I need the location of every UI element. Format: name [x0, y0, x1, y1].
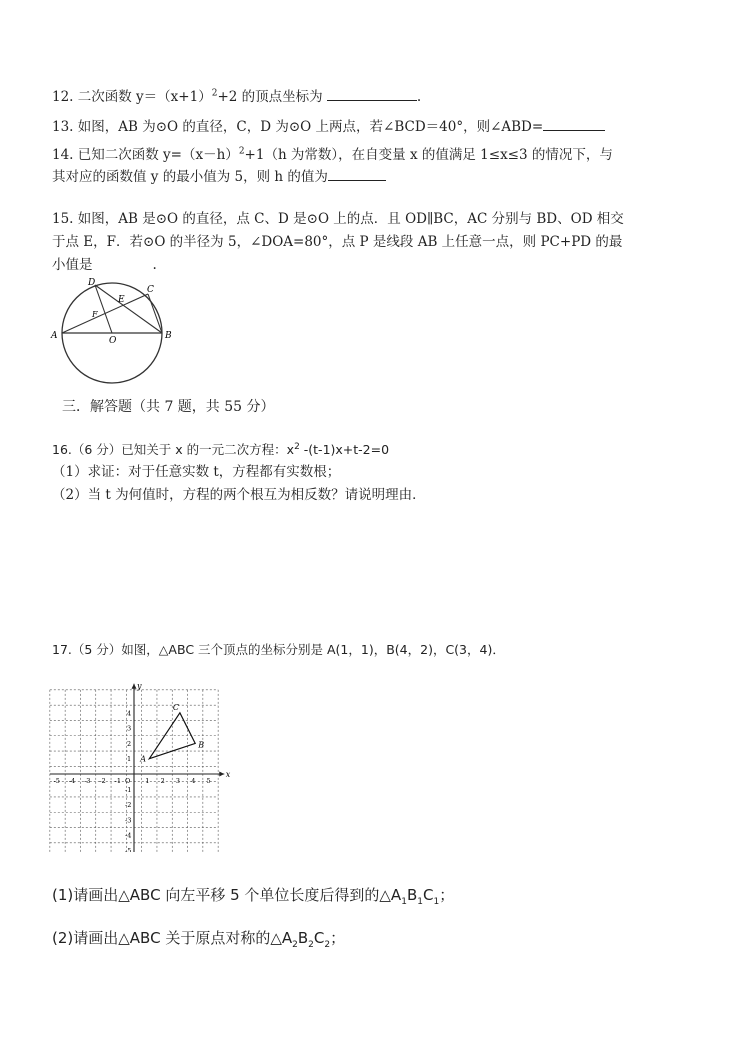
q17-part-2-end: ； [330, 929, 346, 947]
axes [50, 682, 231, 852]
answer-blank[interactable] [328, 168, 386, 181]
q15-text-3: 小值是 [52, 257, 93, 273]
x-tick-label: -2 [99, 777, 106, 785]
x-axis-arrow [219, 772, 224, 777]
question-17-part-2 [52, 929, 346, 950]
y-tick-label: -2 [125, 801, 132, 810]
label-d: D [88, 278, 96, 288]
vertex-label-c: C [172, 702, 180, 712]
section-3-heading [62, 398, 275, 416]
y-tick-label: 1 [127, 755, 132, 764]
sub-a2: 2 [292, 940, 298, 950]
q15-text-1: 15. 如图，AB 是⊙O 的直径，点 C、D 是⊙O 上的点．且 OD∥BC，AC 分别与 BD、OD 相交 [52, 211, 624, 227]
label-e: E [118, 295, 125, 305]
coordinate-grid [48, 680, 234, 852]
y-tick-label: 4 [127, 709, 132, 718]
question-16-part-2 [52, 486, 426, 504]
q15-end: . [152, 257, 157, 273]
q13-text: 13. 如图，AB 为⊙O 的直径，C，D 为⊙O 上两点，若∠BCD＝40°，则∠ABD= [52, 119, 544, 135]
section-3-title: 三．解答题（共 7 题，共 55 分） [62, 399, 275, 415]
y-tick-label: -5 [125, 847, 132, 852]
q14-text: 14. 已知二次函数 y=（x－h） [52, 147, 239, 163]
q12-text: 12. 二次函数 y＝（x+1） [52, 89, 212, 105]
question-14-line-1 [52, 146, 613, 164]
question-14-line-2 [52, 168, 386, 186]
label-b: B [165, 331, 172, 341]
answer-blank[interactable] [327, 88, 417, 101]
q16-part-1-text: （1）求证：对于任意实数 t，方程都有实数根； [52, 464, 341, 480]
question-17-title [52, 641, 505, 659]
x-tick-label: O [125, 777, 131, 785]
triangle-abc [139, 703, 204, 764]
x-tick-label: 3 [175, 777, 181, 785]
tick-labels [54, 709, 211, 852]
vertex-c: C [313, 929, 325, 947]
question-12 [52, 88, 421, 106]
q14-exponent: 2 [238, 146, 245, 157]
label-f: F [92, 310, 98, 319]
q17-part-1-text: (1)请画出△ABC 向左平移 5 个单位长度后得到的△A [52, 886, 402, 904]
x-tick-label: 5 [206, 777, 211, 785]
y-axis-label: y [137, 681, 142, 691]
q17-part-1-end: ； [439, 886, 455, 904]
question-17-part-1 [52, 886, 455, 907]
x-axis-label: x [225, 770, 231, 779]
question-16-part-1 [52, 463, 340, 481]
question-15-line-3 [52, 256, 157, 274]
label-o: O [109, 336, 117, 346]
x-tick-label: -3 [84, 777, 91, 785]
vertex-label-a: A [140, 754, 147, 764]
y-tick-label: -1 [125, 785, 132, 794]
question-13 [52, 118, 605, 136]
q16-text-post: -(t-1)x+t-2=0 [299, 442, 390, 457]
sub-a1: 1 [401, 897, 407, 907]
label-c: C [147, 285, 154, 295]
q12-end: . [416, 89, 422, 105]
vertex-label-b: B [198, 740, 205, 750]
y-tick-label: 2 [127, 739, 132, 748]
q16-exponent: 2 [294, 441, 300, 452]
q12-exponent: 2 [211, 88, 218, 99]
sub-b2: 2 [308, 940, 314, 950]
vertex-c: C [422, 886, 434, 904]
q12-text-post: +2 的顶点坐标为 [217, 89, 327, 105]
q16-part-2-text: （2）当 t 为何值时，方程的两个根互为相反数？请说明理由． [52, 487, 426, 503]
sub-c2: 2 [324, 940, 331, 950]
segment-od [95, 285, 112, 333]
x-tick-label: -1 [114, 777, 122, 785]
question-15-line-1 [52, 210, 624, 228]
x-tick-label: 1 [145, 777, 150, 785]
label-a: A [51, 331, 58, 341]
segment-cb [148, 294, 162, 333]
q17-text: 17.（5 分）如图，△ABC 三个顶点的坐标分别是 A(1，1)，B(4，2)，C(3，4)． [52, 642, 505, 657]
vertex-b: B [297, 929, 309, 947]
q14-text-2: 其对应的函数值 y 的最小值为 5，则 h 的值为 [52, 169, 328, 185]
x-tick-label: -5 [53, 777, 60, 785]
y-tick-label: -4 [125, 831, 132, 840]
q16-text: 16.（6 分）已知关于 x 的一元二次方程：x [52, 442, 295, 457]
q17-part-2-text: (2)请画出△ABC 关于原点对称的△A [52, 929, 293, 947]
answer-blank[interactable] [543, 118, 605, 131]
y-tick-label: 3 [127, 724, 132, 733]
q14-text-post: +1（h 为常数），在自变量 x 的值满足 1≤x≤3 的情况下，与 [244, 147, 613, 163]
x-tick-label: -4 [68, 777, 76, 785]
q15-text-2: 于点 E，F．若⊙O 的半径为 5，∠DOA=80°，点 P 是线段 AB 上任意一点，则 PC+PD 的最 [52, 234, 623, 250]
vertex-b: B [406, 886, 418, 904]
x-tick-label: 4 [191, 777, 196, 785]
y-tick-label: -3 [125, 816, 132, 825]
question-15-line-2 [52, 233, 622, 251]
y-axis-arrow [132, 684, 137, 689]
sub-c1: 1 [433, 897, 440, 907]
sub-b1: 1 [417, 897, 423, 907]
circle-diagram [48, 276, 188, 388]
x-tick-label: 2 [160, 777, 165, 785]
question-16-title [52, 441, 389, 459]
